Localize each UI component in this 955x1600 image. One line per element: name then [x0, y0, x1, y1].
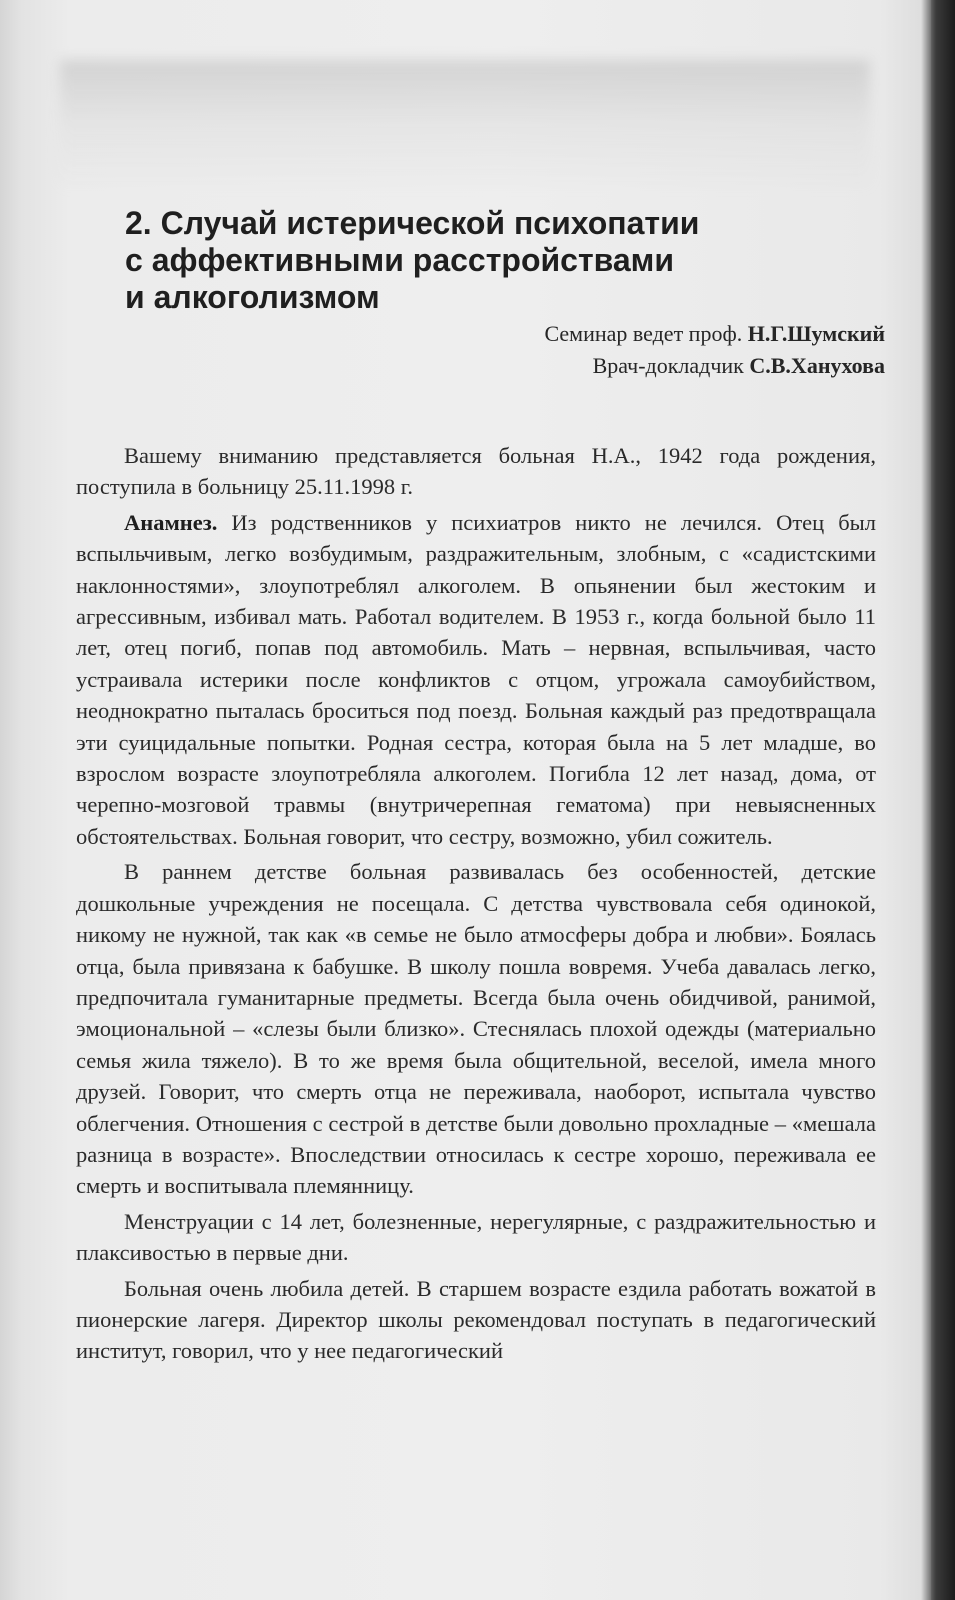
bleed-through-shadow	[60, 60, 870, 190]
anamnesis-label: Анамнез.	[124, 509, 218, 535]
heading-line-1: 2. Случай истерической психопатии	[125, 205, 700, 241]
binding-shadow	[921, 0, 955, 1600]
chapter-heading	[125, 205, 845, 316]
seminar-leader-line	[285, 320, 885, 348]
seminar-prefix: Семинар ведет проф.	[544, 321, 748, 346]
paragraph-childhood: В раннем детстве больная развивалась без особенностей, детские дошкольные учреждения не посещала. С детства чувствовала себя одинокой, никому не нужной, так как «в семье не было атмосферы добра и любви». Боялась отца, была привязана к бабушке. В школу пошла вовремя. Учеба давалась легко, предпочитала гуманитарные предметы. Всегда была очень обидчивой, ранимой, эмоциональной – «слезы были близко». Стеснялась плохой одежды (материально семья жила тяжело). В то же время была общительной, веселой, имела много друзей. Говорит, что смерть отца не переживала, наоборот, испытала чувство облегчения. Отношения с сестрой в детстве были довольно прохладные – «мешала разница в возрасте». Впоследствии относилась к сестре хорошо, переживала ее смерть и воспитывала племянницу.	[76, 859, 876, 1199]
heading-line-2: с аффективными расстройствами	[125, 242, 675, 278]
heading-line-3: и алкоголизмом	[125, 279, 380, 315]
anamnesis-text: Из родственников у психиатров никто не лечился. Отец был вспыльчивым, легко возбудимым, раздражительным, злобным, с «садистскими наклонностями», злоупотреблял алкоголем. В опьянении был жестоким и агрессивным, избивал мать. Работал водителем. В 1953 г., когда больной было 11 лет, отец погиб, попав под автомобиль. Мать – нервная, вспыльчивая, часто устраивала истерики после конфликтов с отцом, угрожала самоубийством, неоднократно пыталась броситься под поезд. Больная каждый раз предотвращала эти суицидальные попытки. Родная сестра, которая была на 5 лет младше, во взрослом возрасте злоупотребляла алкоголем. Погибла 12 лет назад, дома, от черепно-мозговой травмы (внутричерепная гематома) при невыясненных обстоятельствах. Больная говорит, что сестру, возможно, убил сожитель.	[76, 509, 876, 849]
body-text	[76, 440, 876, 1371]
reporter-line	[285, 352, 885, 380]
seminar-leader-name: Н.Г.Шумский	[747, 321, 885, 346]
paragraph-intro: Вашему вниманию представляется больная Н.А., 1942 года рождения, поступила в больницу 25.11.1998 г.	[76, 443, 876, 500]
reporter-prefix: Врач-докладчик	[592, 353, 750, 378]
paragraph-menstruation: Менструации с 14 лет, болезненные, нерегулярные, с раздражительностью и плаксивостью в первые дни.	[76, 1208, 876, 1266]
reporter-name: С.В.Ханухова	[749, 353, 885, 378]
paragraph-anamnesis	[76, 507, 876, 852]
paragraph-career: Больная очень любила детей. В старшем возрасте ездила работать вожатой в пионерские лагеря. Директор школы рекомендовал поступать в педагогический институт, говорил, что у нее педагогический	[76, 1275, 876, 1364]
